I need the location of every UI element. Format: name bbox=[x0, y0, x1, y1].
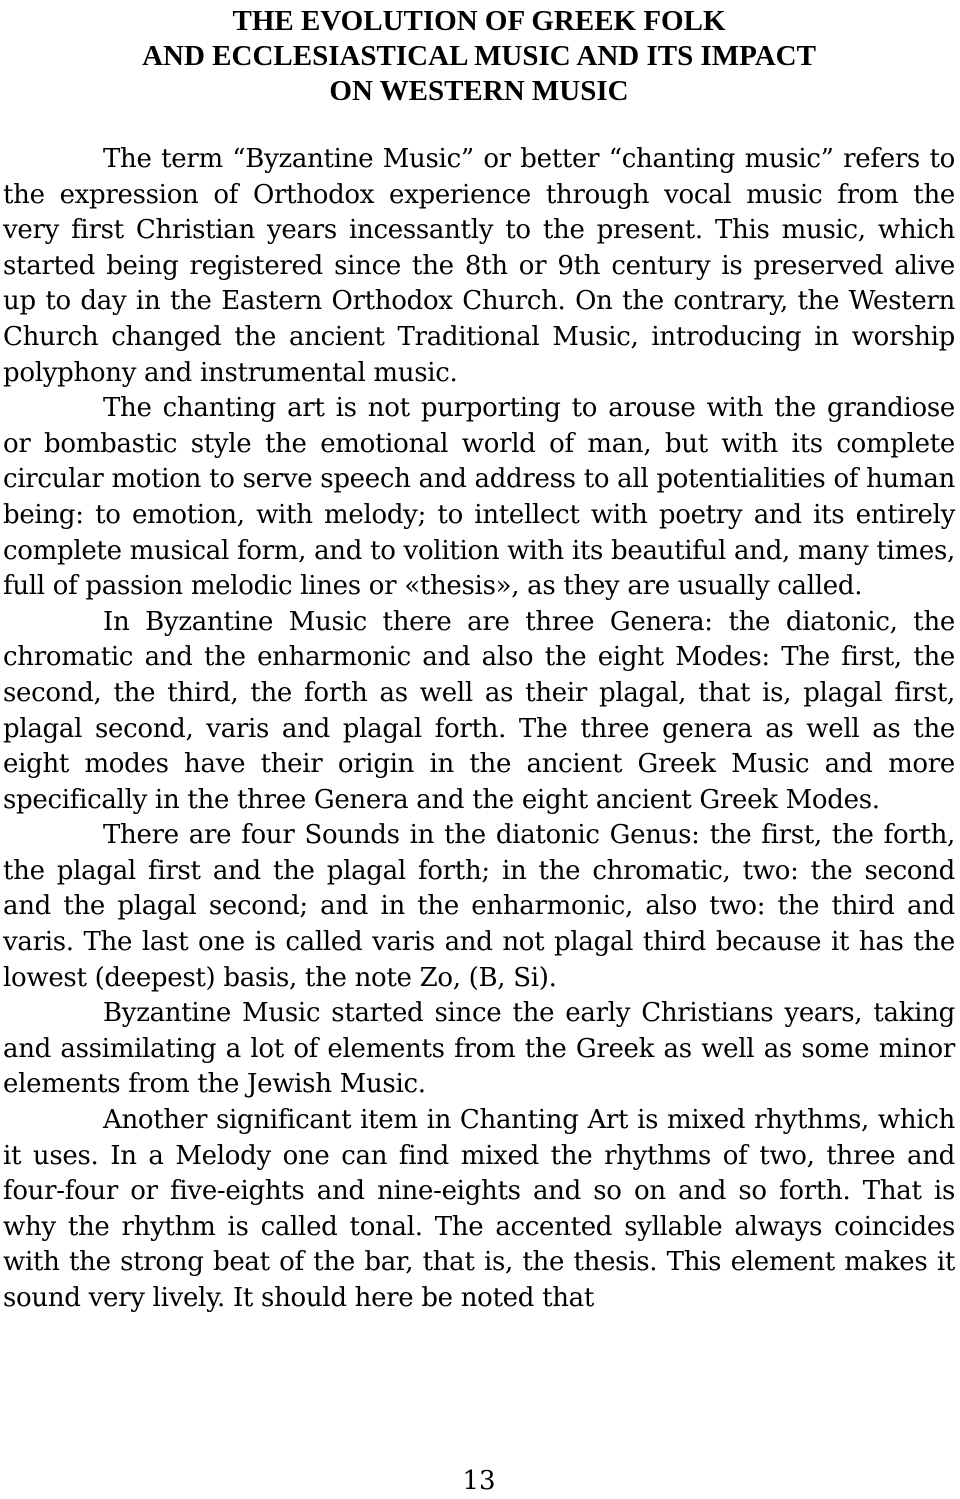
document-body bbox=[3, 142, 955, 1317]
paragraph-4: There are four Sounds in the diatonic Genus: the first, the forth, the plagal first and the plagal forth; in the chromatic, two: the second and the plagal second; and in the enharmonic, also two: the third and varis. The last one is called varis and not plagal third because it has the lowest (deepest) basis, the note Zo, (B, Si). bbox=[3, 820, 955, 993]
title-line-2: AND ECCLESIASTICAL MUSIC AND ITS IMPACT bbox=[142, 40, 816, 72]
paragraph-2: The chanting art is not purporting to arouse with the grandiose or bombastic style the emotional world of man, but with its complete circular motion to serve speech and address to all potentialities of human being: to emotion, with melody; to intellect with poetry and its entirely complete musical form, and to volition with its beautiful and, many times, full of passion melodic lines or «thesis», as they are usually called. bbox=[3, 393, 955, 602]
document-page bbox=[3, 0, 955, 1499]
document-title bbox=[3, 0, 955, 109]
title-line-1: THE EVOLUTION OF GREEK FOLK bbox=[232, 5, 726, 37]
paragraph-1: The term “Byzantine Music” or better “chanting music” refers to the expression of Orthodox experience through vocal music from the very first Christian years incessantly to the present. This music, which started being registered since the 8th or 9th century is preserved alive up to day in the Eastern Orthodox Church. On the contrary, the Western Church changed the ancient Traditional Music, introducing in worship polyphony and instrumental music. bbox=[3, 144, 955, 388]
paragraph-3: In Byzantine Music there are three Genera: the diatonic, the chromatic and the enharmonic and also the eight Modes: The first, the second, the third, the forth as well as their plagal, that is, plagal first, plagal second, varis and plagal forth. The three genera as well as the eight modes have their origin in the ancient Greek Music and more specifically in the three Genera and the eight ancient Greek Modes. bbox=[3, 606, 955, 815]
paragraph-6: Another significant item in Chanting Art is mixed rhythms, which it uses. In a Melody one can find mixed the rhythms of two, three and four-four or five-eights and nine-eights and so on and so forth. That is why the rhythm is called tonal. The accented syllable always coincides with the strong beat of the bar, that is, the thesis. This element makes it sound very lively. It should here be noted that bbox=[3, 1105, 955, 1313]
title-line-3: ON WESTERN MUSIC bbox=[329, 75, 629, 107]
page-number: 13 bbox=[462, 1466, 496, 1496]
paragraph-5: Byzantine Music started since the early Christians years, taking and assimilating a lot of elements from the Greek as well as some minor elements from the Jewish Music. bbox=[3, 998, 955, 1100]
